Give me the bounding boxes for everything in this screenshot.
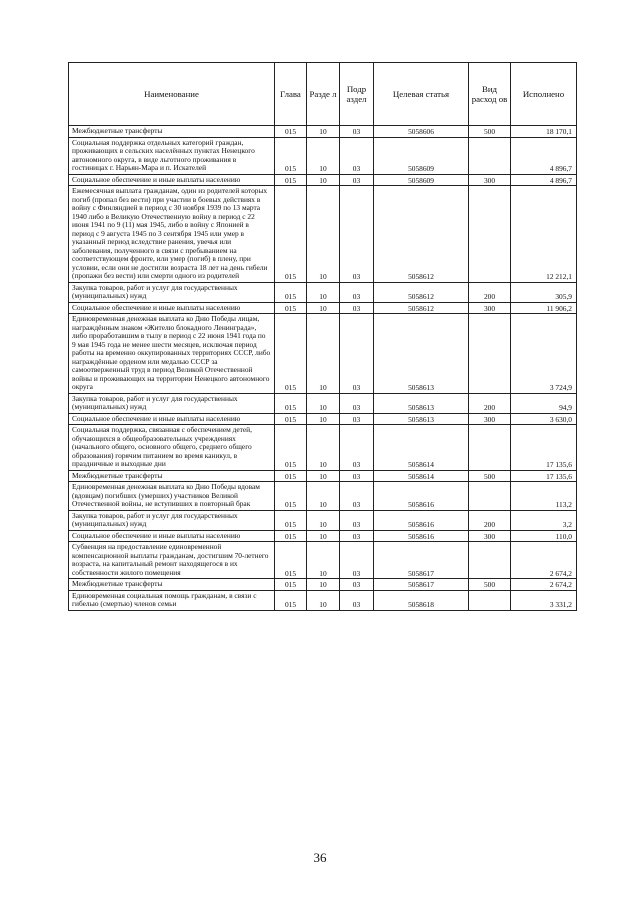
table-row — [69, 302, 577, 314]
cell-podrazdel: 03 — [340, 413, 374, 425]
cell-name: Социальное обеспечение и иные выплаты населению — [69, 530, 275, 542]
cell-target: 5058617 — [374, 579, 469, 591]
header-razdel: Разде л — [307, 63, 340, 126]
header-name: Наименование — [69, 63, 275, 126]
cell-vid: 500 — [469, 126, 511, 138]
table-row — [69, 282, 577, 302]
cell-razdel: 10 — [307, 413, 340, 425]
cell-vid: 200 — [469, 282, 511, 302]
table-body — [69, 126, 577, 611]
cell-glava: 015 — [275, 579, 307, 591]
cell-vid — [469, 425, 511, 471]
cell-glava: 015 — [275, 126, 307, 138]
cell-vid — [469, 137, 511, 174]
table-row — [69, 530, 577, 542]
cell-value: 2 674,2 — [511, 579, 577, 591]
cell-name: Межбюджетные трансферты — [69, 470, 275, 482]
cell-name: Ежемесячная выплата гражданам, один из родителей которых погиб (пропал без вести) при участии в боевых действиях в войну с Финляндией в период с 30 ноября 1939 по 13 марта 1940 либо в Великую Отечественную войну в период с 22 июня 1941 по 9 (11) мая 1945, либо в войну с Японией в период с 9 августа 1945 по 3 сентября 1945 или умер в указанный период вследствие ранения, увечья или заболевания, полученного в связи с пребыванием на соответствующем фронте, или умер (погиб) в плену, при условии, если они не достигли возраста 18 лет на день гибели (пропажи без вести) или смерти одного из родителей — [69, 186, 275, 283]
cell-vid: 300 — [469, 530, 511, 542]
cell-target: 5058613 — [374, 413, 469, 425]
header-done: Исполнено — [511, 63, 577, 126]
table-row — [69, 126, 577, 138]
table-row — [69, 482, 577, 511]
cell-name: Социальная поддержка отдельных категорий граждан, проживающих в сельских населённых пунктах Ненецкого автономного округа, в виде льготного проживания в гостиницах г. Нарьян-Мара и п. Искателей — [69, 137, 275, 174]
cell-glava: 015 — [275, 186, 307, 283]
cell-value: 4 896,7 — [511, 137, 577, 174]
table-row — [69, 174, 577, 186]
table-row — [69, 579, 577, 591]
cell-target: 5058609 — [374, 174, 469, 186]
cell-podrazdel: 03 — [340, 393, 374, 413]
cell-vid: 300 — [469, 174, 511, 186]
cell-podrazdel: 03 — [340, 137, 374, 174]
cell-razdel: 10 — [307, 470, 340, 482]
cell-vid: 200 — [469, 510, 511, 530]
table-row — [69, 314, 577, 394]
cell-target: 5058612 — [374, 186, 469, 283]
cell-target: 5058613 — [374, 314, 469, 394]
cell-glava: 015 — [275, 413, 307, 425]
cell-name: Межбюджетные трансферты — [69, 126, 275, 138]
cell-vid: 500 — [469, 470, 511, 482]
cell-vid: 500 — [469, 579, 511, 591]
cell-value: 3 331,2 — [511, 590, 577, 610]
cell-target: 5058616 — [374, 510, 469, 530]
cell-vid: 300 — [469, 302, 511, 314]
cell-glava: 015 — [275, 314, 307, 394]
table-row — [69, 425, 577, 471]
cell-value: 12 212,1 — [511, 186, 577, 283]
cell-razdel: 10 — [307, 137, 340, 174]
cell-name: Единовременная социальная помощь гражданам, в связи с гибелью (смертью) членов семьи — [69, 590, 275, 610]
cell-name: Социальное обеспечение и иные выплаты населению — [69, 302, 275, 314]
budget-table — [68, 62, 577, 611]
cell-glava: 015 — [275, 393, 307, 413]
cell-razdel: 10 — [307, 126, 340, 138]
cell-value: 113,2 — [511, 482, 577, 511]
cell-podrazdel: 03 — [340, 425, 374, 471]
cell-razdel: 10 — [307, 282, 340, 302]
cell-target: 5058618 — [374, 590, 469, 610]
cell-target: 5058612 — [374, 282, 469, 302]
cell-vid — [469, 186, 511, 283]
cell-glava: 015 — [275, 302, 307, 314]
cell-razdel: 10 — [307, 590, 340, 610]
cell-podrazdel: 03 — [340, 470, 374, 482]
cell-value: 94,9 — [511, 393, 577, 413]
cell-name: Межбюджетные трансферты — [69, 579, 275, 591]
cell-vid: 200 — [469, 393, 511, 413]
header-target: Целевая статья — [374, 63, 469, 126]
cell-podrazdel: 03 — [340, 542, 374, 579]
cell-value: 17 135,6 — [511, 470, 577, 482]
cell-value: 3,2 — [511, 510, 577, 530]
table-row — [69, 510, 577, 530]
cell-podrazdel: 03 — [340, 314, 374, 394]
cell-razdel: 10 — [307, 579, 340, 591]
cell-glava: 015 — [275, 510, 307, 530]
cell-vid: 300 — [469, 413, 511, 425]
table-row — [69, 590, 577, 610]
cell-target: 5058617 — [374, 542, 469, 579]
table-row — [69, 542, 577, 579]
cell-value: 305,9 — [511, 282, 577, 302]
table-row — [69, 393, 577, 413]
cell-vid — [469, 314, 511, 394]
cell-target: 5058612 — [374, 302, 469, 314]
header-podrazdel: Подр аздел — [340, 63, 374, 126]
cell-razdel: 10 — [307, 510, 340, 530]
cell-razdel: 10 — [307, 542, 340, 579]
cell-podrazdel: 03 — [340, 530, 374, 542]
cell-name: Единовременная денежная выплата ко Дню Победы лицам, награждённым знаком «Жителю блокадного Ленинграда», либо проработавшим в тылу в период с 22 июня 1941 года по 9 мая 1945 года не менее шести месяцев, исключая период работы на временно оккупированных территориях СССР, либо награждённые орденом или медалью СССР за самоотверженный труд в период Великой Отечественной войны и проживающих на территории Ненецкого автономного округа — [69, 314, 275, 394]
cell-podrazdel: 03 — [340, 510, 374, 530]
cell-name: Социальное обеспечение и иные выплаты населению — [69, 413, 275, 425]
cell-target: 5058616 — [374, 530, 469, 542]
cell-name: Закупка товаров, работ и услуг для государственных (муниципальных) нужд — [69, 282, 275, 302]
cell-target: 5058606 — [374, 126, 469, 138]
cell-podrazdel: 03 — [340, 579, 374, 591]
cell-glava: 015 — [275, 174, 307, 186]
page-number: 36 — [313, 850, 327, 865]
cell-target: 5058614 — [374, 425, 469, 471]
cell-value: 17 135,6 — [511, 425, 577, 471]
cell-glava: 015 — [275, 425, 307, 471]
cell-vid — [469, 482, 511, 511]
cell-razdel: 10 — [307, 530, 340, 542]
cell-name: Социальная поддержка, связанная с обеспечением детей, обучающихся в общеобразовательных учреждениях (начального общего, основного общего, среднего общего образования) горячим питанием во время каникул, в праздничные и выходные дни — [69, 425, 275, 471]
cell-razdel: 10 — [307, 425, 340, 471]
cell-value: 4 896,7 — [511, 174, 577, 186]
cell-glava: 015 — [275, 542, 307, 579]
cell-vid — [469, 590, 511, 610]
table-header-row — [69, 63, 577, 126]
cell-podrazdel: 03 — [340, 282, 374, 302]
cell-name: Закупка товаров, работ и услуг для государственных (муниципальных) нужд — [69, 510, 275, 530]
cell-razdel: 10 — [307, 174, 340, 186]
table-row — [69, 470, 577, 482]
cell-glava: 015 — [275, 137, 307, 174]
cell-value: 110,0 — [511, 530, 577, 542]
cell-glava: 015 — [275, 530, 307, 542]
cell-razdel: 10 — [307, 186, 340, 283]
cell-glava: 015 — [275, 482, 307, 511]
header-vid: Вид расход ов — [469, 63, 511, 126]
cell-podrazdel: 03 — [340, 590, 374, 610]
cell-glava: 015 — [275, 282, 307, 302]
cell-value: 2 674,2 — [511, 542, 577, 579]
cell-podrazdel: 03 — [340, 126, 374, 138]
cell-podrazdel: 03 — [340, 174, 374, 186]
header-glava: Глава — [275, 63, 307, 126]
cell-target: 5058614 — [374, 470, 469, 482]
cell-razdel: 10 — [307, 393, 340, 413]
cell-value: 11 906,2 — [511, 302, 577, 314]
cell-value: 18 170,1 — [511, 126, 577, 138]
table-row — [69, 137, 577, 174]
table-row — [69, 186, 577, 283]
cell-glava: 015 — [275, 590, 307, 610]
cell-glava: 015 — [275, 470, 307, 482]
cell-value: 3 724,9 — [511, 314, 577, 394]
cell-target: 5058613 — [374, 393, 469, 413]
cell-target: 5058609 — [374, 137, 469, 174]
table-row — [69, 413, 577, 425]
cell-value: 3 630,0 — [511, 413, 577, 425]
cell-razdel: 10 — [307, 314, 340, 394]
cell-name: Единовременная денежная выплата ко Дню Победы вдовам (вдовцам) погибших (умерших) участников Великой Отечественной войны, не вступивших в повторный брак — [69, 482, 275, 511]
cell-podrazdel: 03 — [340, 482, 374, 511]
cell-name: Закупка товаров, работ и услуг для государственных (муниципальных) нужд — [69, 393, 275, 413]
cell-target: 5058616 — [374, 482, 469, 511]
cell-name: Субвенция на предоставление единовременной компенсационной выплаты гражданам, достигшим 70-летнего возраста, на капитальный ремонт находящегося в их собственности жилого помещения — [69, 542, 275, 579]
cell-vid — [469, 542, 511, 579]
cell-razdel: 10 — [307, 482, 340, 511]
cell-name: Социальное обеспечение и иные выплаты населению — [69, 174, 275, 186]
cell-razdel: 10 — [307, 302, 340, 314]
cell-podrazdel: 03 — [340, 186, 374, 283]
cell-podrazdel: 03 — [340, 302, 374, 314]
